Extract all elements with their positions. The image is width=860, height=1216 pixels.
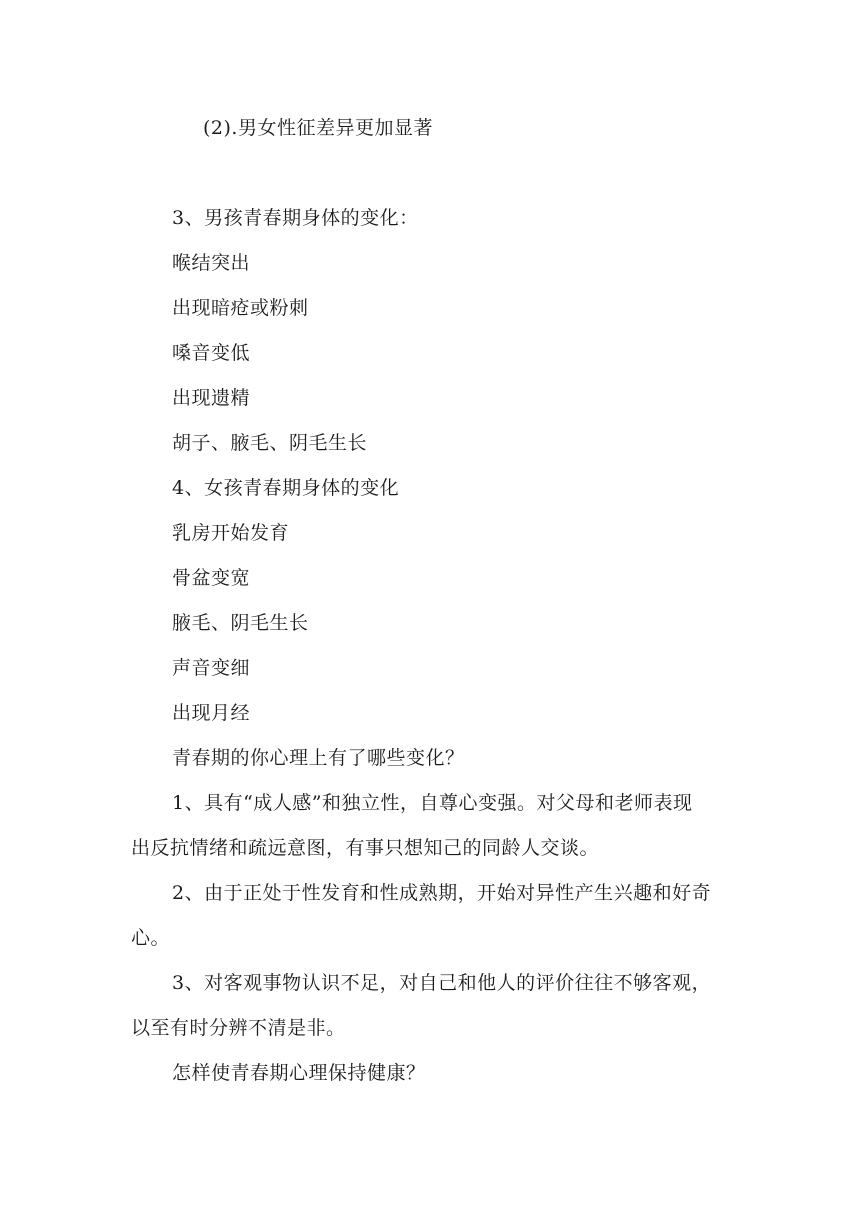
- question-heading: 青春期的你心理上有了哪些变化？: [172, 747, 465, 769]
- list-item: 出现暗疮或粉刺: [172, 297, 309, 319]
- paragraph-line: 心。: [131, 927, 171, 949]
- sub-item-2: (2).男女性征差异更加显著: [203, 117, 433, 139]
- list-item: 胡子、腋毛、阴毛生长: [172, 432, 368, 454]
- list-item: 出现遗精: [172, 387, 251, 409]
- list-item: 声音变细: [172, 657, 251, 679]
- paragraph-line: 出反抗情绪和疏远意图，有事只想知己的同龄人交谈。: [131, 837, 600, 859]
- list-item: 喉结突出: [172, 252, 251, 274]
- list-item: 腋毛、阴毛生长: [172, 612, 309, 634]
- paragraph-line: 1、具有“成人感”和独立性，自尊心变强。对父母和老师表现: [172, 792, 693, 814]
- list-item: 嗓音变低: [172, 342, 251, 364]
- paragraph-line: 2、由于正处于性发育和性成熟期，开始对异性产生兴趣和好奇: [172, 882, 712, 904]
- section-heading-boys: 3、男孩青春期身体的变化：: [172, 207, 419, 229]
- paragraph-line: 以至有时分辨不清是非。: [131, 1017, 346, 1039]
- list-item: 骨盆变宽: [172, 567, 251, 589]
- question-heading: 怎样使青春期心理保持健康？: [172, 1062, 426, 1084]
- list-item: 乳房开始发育: [172, 522, 290, 544]
- paragraph-line: 3、对客观事物认识不足，对自己和他人的评价往往不够客观，: [172, 972, 712, 994]
- section-heading-girls: 4、女孩青春期身体的变化: [172, 477, 400, 499]
- list-item: 出现月经: [172, 702, 251, 724]
